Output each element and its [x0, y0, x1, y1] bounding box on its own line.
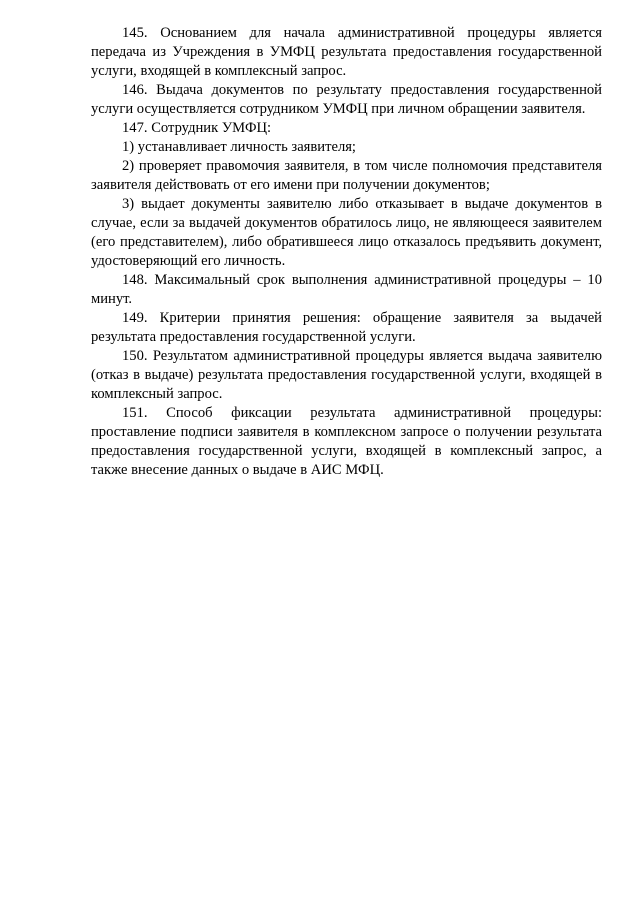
list-item-1: 1) устанавливает личность заявителя;	[122, 139, 356, 155]
paragraph-148: 148. Максимальный срок выполнения административной процедуры – 10 минут.	[91, 272, 602, 307]
paragraph-149: 149. Критерии принятия решения: обращение заявителя за выдачей результата предоставления государственной услуги.	[91, 310, 602, 345]
list-item-2: 2) проверяет правомочия заявителя, в том числе полномочия представителя заявителя действовать от его имени при получении документов;	[91, 158, 602, 193]
paragraph-151: 151. Способ фиксации результата административной процедуры: проставление подписи заявителя в комплексном запросе о получении результата предоставления государственной услуги, входящей в комплексный запрос, а также внесение данных о выдаче в АИС МФЦ.	[91, 405, 602, 478]
paragraph-146: 146. Выдача документов по результату предоставления государственной услуги осуществляется сотрудником УМФЦ при личном обращении заявителя.	[91, 82, 602, 117]
paragraph-150: 150. Результатом административной процедуры является выдача заявителю (отказ в выдаче) результата предоставления государственной услуги, входящей в комплексный запрос.	[91, 348, 602, 402]
paragraph-147: 147. Сотрудник УМФЦ:	[122, 120, 272, 136]
paragraph-145: 145. Основанием для начала административной процедуры является передача из Учреждения в УМФЦ результата предоставления государственной услуги, входящей в комплексный запрос.	[91, 25, 602, 79]
document-page	[91, 24, 602, 480]
list-item-3: 3) выдает документы заявителю либо отказывает в выдаче документов в случае, если за выдачей документов обратилось лицо, не являющееся заявителем (его представителем), либо обратившееся лицо отказалось предъявить документ, удостоверяющий его личность.	[91, 196, 602, 269]
